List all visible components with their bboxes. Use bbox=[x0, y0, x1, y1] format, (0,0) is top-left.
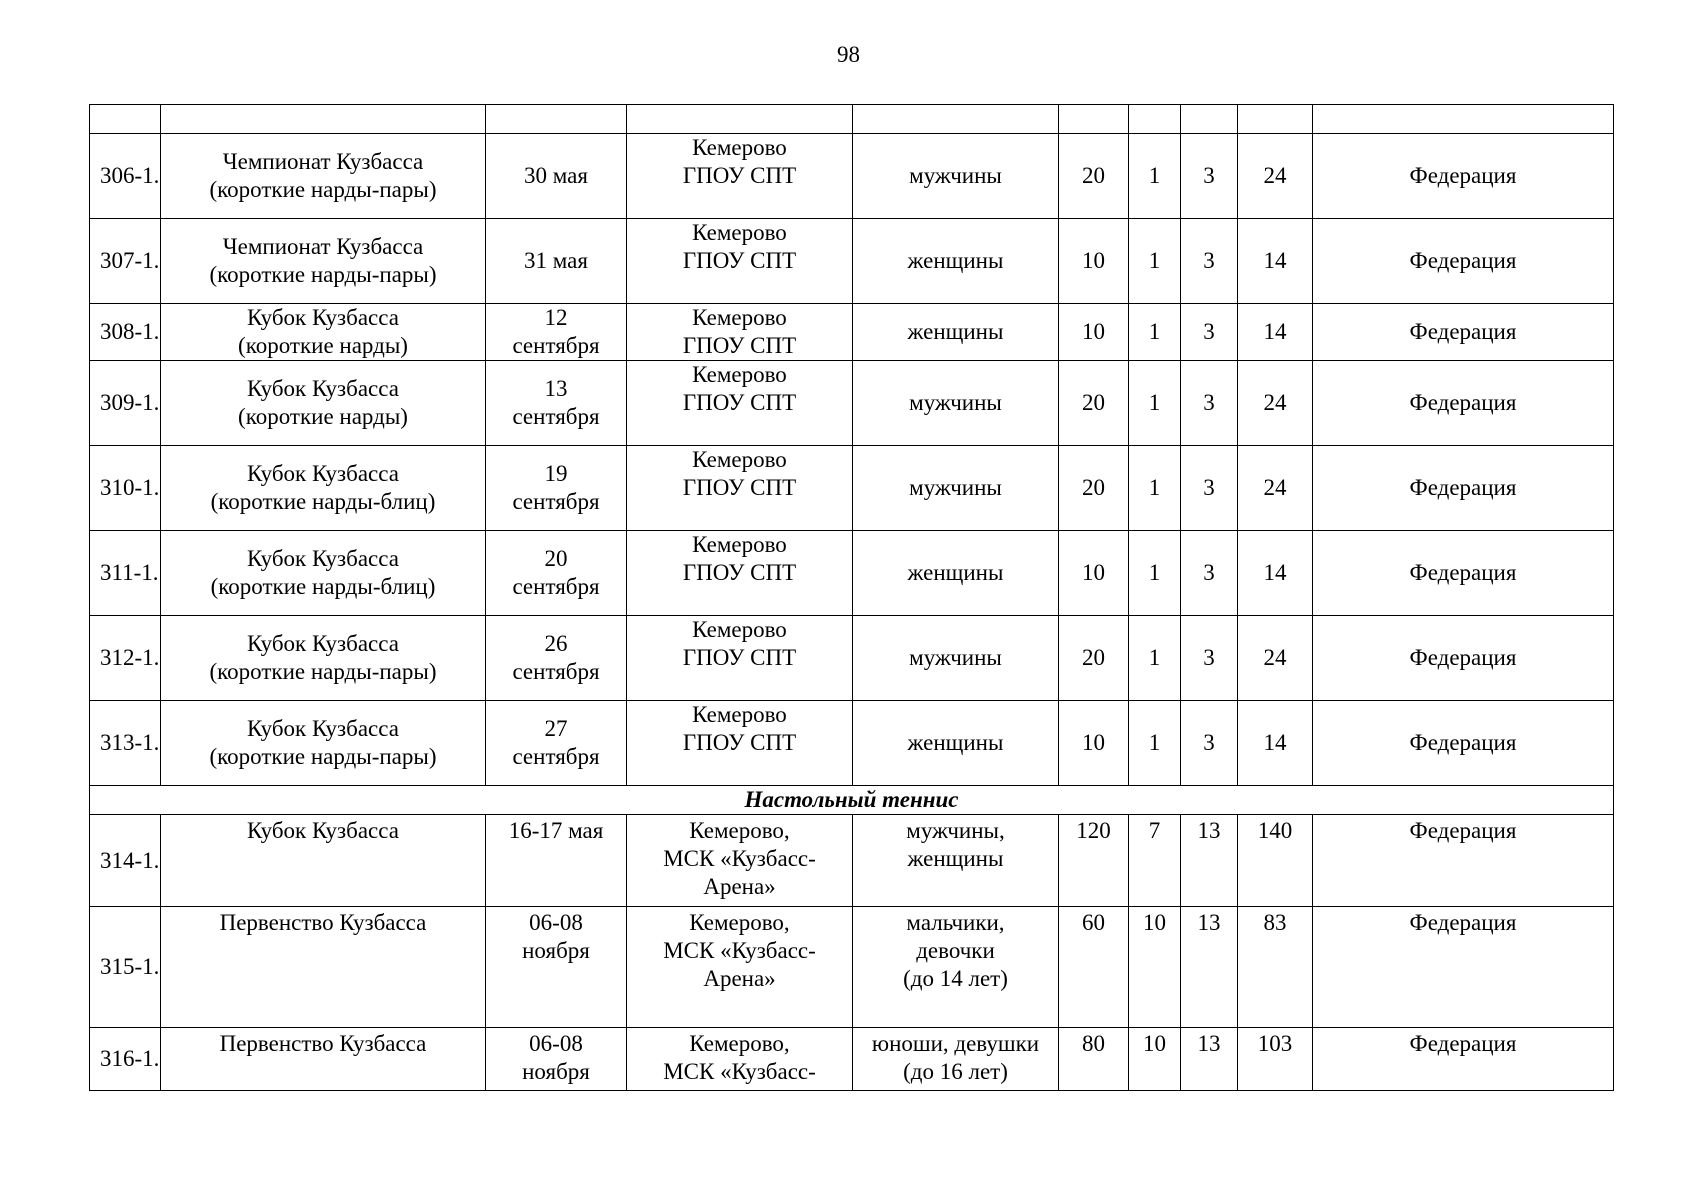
event-date-line: сентября bbox=[512, 574, 600, 599]
event-venue-line: ГПОУ СПТ bbox=[682, 560, 797, 585]
event-venue-line: Кемерово, bbox=[689, 910, 790, 935]
event-name bbox=[161, 907, 486, 1028]
event-venue-line: ГПОУ СПТ bbox=[682, 730, 797, 755]
participants-line: мальчики, bbox=[906, 910, 1005, 935]
table-row bbox=[90, 701, 1614, 786]
organizer: Федерация bbox=[1313, 361, 1614, 446]
organizer: Федерация bbox=[1313, 616, 1614, 701]
event-venue-line: ГПОУ СПТ bbox=[682, 390, 797, 415]
event-venue-line: Арена» bbox=[703, 966, 776, 991]
table-row bbox=[90, 134, 1614, 219]
participants-line: мужчины bbox=[909, 163, 1002, 188]
event-date bbox=[486, 361, 627, 446]
event-date-line: ноября bbox=[522, 1059, 590, 1084]
event-date bbox=[486, 907, 627, 1028]
event-venue bbox=[627, 446, 853, 531]
count-total: 24 bbox=[1238, 446, 1313, 531]
count-1: 20 bbox=[1059, 134, 1129, 219]
count-3: 3 bbox=[1181, 361, 1238, 446]
header-cell bbox=[1059, 105, 1129, 134]
event-date bbox=[486, 1028, 627, 1091]
participants bbox=[853, 361, 1059, 446]
participants-line: юноши, девушки bbox=[871, 1031, 1040, 1056]
participants-line: женщины bbox=[907, 560, 1004, 585]
participants bbox=[853, 815, 1059, 907]
participants-line: (до 16 лет) bbox=[903, 1059, 1008, 1084]
header-cell bbox=[90, 105, 161, 134]
row-number: 311-1. bbox=[90, 531, 161, 616]
row-number: 312-1. bbox=[90, 616, 161, 701]
event-date bbox=[486, 446, 627, 531]
count-3: 3 bbox=[1181, 134, 1238, 219]
count-total: 24 bbox=[1238, 361, 1313, 446]
event-venue bbox=[627, 616, 853, 701]
organizer: Федерация bbox=[1313, 531, 1614, 616]
event-venue-line: Кемерово bbox=[692, 220, 787, 245]
count-1: 10 bbox=[1059, 304, 1129, 361]
event-venue bbox=[627, 531, 853, 616]
event-name-line: Первенство Кузбасса bbox=[219, 1031, 427, 1056]
row-number: 307-1. bbox=[90, 219, 161, 304]
organizer: Федерация bbox=[1313, 815, 1614, 907]
participants-line: мужчины bbox=[909, 390, 1002, 415]
event-venue-line: Кемерово, bbox=[689, 1031, 790, 1056]
event-venue-line: ГПОУ СПТ bbox=[682, 333, 797, 358]
table-row bbox=[90, 1028, 1614, 1091]
event-name-line: (короткие нарды-блиц) bbox=[210, 574, 436, 599]
event-date bbox=[486, 219, 627, 304]
count-1: 10 bbox=[1059, 701, 1129, 786]
event-date-line: сентября bbox=[512, 404, 600, 429]
event-venue bbox=[627, 134, 853, 219]
event-venue-line: МСК «Кузбасс- bbox=[663, 938, 816, 963]
event-venue-line: Кемерово bbox=[692, 532, 787, 557]
header-cell bbox=[853, 105, 1059, 134]
count-3: 3 bbox=[1181, 531, 1238, 616]
event-date-line: сентября bbox=[512, 489, 600, 514]
count-total: 14 bbox=[1238, 219, 1313, 304]
count-3: 3 bbox=[1181, 616, 1238, 701]
count-1: 20 bbox=[1059, 446, 1129, 531]
participants-line: женщины bbox=[907, 248, 1004, 273]
participants bbox=[853, 1028, 1059, 1091]
event-name bbox=[161, 446, 486, 531]
event-date-line: сентября bbox=[512, 333, 600, 358]
count-total: 83 bbox=[1238, 907, 1313, 1028]
event-name bbox=[161, 531, 486, 616]
table-row bbox=[90, 531, 1614, 616]
event-name-line: Кубок Кузбасса bbox=[247, 461, 399, 486]
count-total: 14 bbox=[1238, 531, 1313, 616]
count-1: 20 bbox=[1059, 616, 1129, 701]
organizer: Федерация bbox=[1313, 701, 1614, 786]
count-1: 120 bbox=[1059, 815, 1129, 907]
event-venue bbox=[627, 907, 853, 1028]
event-venue-line: ГПОУ СПТ bbox=[682, 163, 797, 188]
event-name-line: Кубок Кузбасса bbox=[247, 818, 399, 843]
event-name bbox=[161, 134, 486, 219]
event-venue-line: Кемерово, bbox=[689, 818, 790, 843]
event-name-line: (короткие нарды-пары) bbox=[209, 744, 437, 769]
events-table bbox=[89, 104, 1614, 1091]
table-row bbox=[90, 616, 1614, 701]
event-date-line: 31 мая bbox=[524, 248, 588, 273]
count-2: 7 bbox=[1129, 815, 1181, 907]
count-1: 10 bbox=[1059, 531, 1129, 616]
event-venue-line: МСК «Кузбасс- bbox=[663, 1059, 816, 1084]
event-venue bbox=[627, 701, 853, 786]
event-name bbox=[161, 1028, 486, 1091]
participants-line: мужчины bbox=[909, 475, 1002, 500]
event-date bbox=[486, 701, 627, 786]
count-1: 20 bbox=[1059, 361, 1129, 446]
count-2: 1 bbox=[1129, 361, 1181, 446]
event-name bbox=[161, 815, 486, 907]
event-date-line: сентября bbox=[512, 744, 600, 769]
row-number: 306-1. bbox=[90, 134, 161, 219]
event-name-line: (короткие нарды) bbox=[238, 333, 408, 358]
count-total: 14 bbox=[1238, 304, 1313, 361]
row-number: 313-1. bbox=[90, 701, 161, 786]
event-name-line: (короткие нарды-пары) bbox=[209, 659, 437, 684]
event-date bbox=[486, 616, 627, 701]
event-date-line: 06-08 bbox=[529, 1031, 583, 1056]
table-row bbox=[90, 907, 1614, 1028]
table-body bbox=[90, 105, 1614, 1091]
table-row bbox=[90, 815, 1614, 907]
event-name bbox=[161, 616, 486, 701]
count-3: 13 bbox=[1181, 1028, 1238, 1091]
count-total: 24 bbox=[1238, 616, 1313, 701]
event-date bbox=[486, 815, 627, 907]
header-cell bbox=[1238, 105, 1313, 134]
event-name bbox=[161, 304, 486, 361]
event-venue bbox=[627, 815, 853, 907]
event-name-line: Кубок Кузбасса bbox=[247, 546, 399, 571]
table-row bbox=[90, 446, 1614, 531]
event-venue-line: Кемерово bbox=[692, 702, 787, 727]
event-date-line: 19 bbox=[544, 461, 568, 486]
event-date-line: 30 мая bbox=[524, 163, 588, 188]
event-venue-line: Кемерово bbox=[692, 617, 787, 642]
count-2: 1 bbox=[1129, 134, 1181, 219]
participants bbox=[853, 907, 1059, 1028]
event-name-line: Кубок Кузбасса bbox=[247, 305, 399, 330]
organizer: Федерация bbox=[1313, 1028, 1614, 1091]
event-name-line: (короткие нарды-пары) bbox=[209, 262, 437, 287]
event-name bbox=[161, 361, 486, 446]
header-row bbox=[90, 105, 1614, 134]
event-date-line: 13 bbox=[544, 376, 568, 401]
event-date-line: 12 bbox=[544, 305, 568, 330]
event-venue bbox=[627, 361, 853, 446]
participants-line: женщины bbox=[907, 846, 1004, 871]
event-venue-line: ГПОУ СПТ bbox=[682, 645, 797, 670]
count-total: 14 bbox=[1238, 701, 1313, 786]
row-number: 308-1. bbox=[90, 304, 161, 361]
event-date-line: ноября bbox=[522, 938, 590, 963]
row-number: 316-1. bbox=[90, 1028, 161, 1091]
count-2: 1 bbox=[1129, 616, 1181, 701]
event-name-line: (короткие нарды-блиц) bbox=[210, 489, 436, 514]
event-venue-line: Кемерово bbox=[692, 135, 787, 160]
organizer: Федерация bbox=[1313, 446, 1614, 531]
participants-line: женщины bbox=[907, 730, 1004, 755]
header-cell bbox=[1313, 105, 1614, 134]
row-number: 309-1. bbox=[90, 361, 161, 446]
section-row bbox=[90, 786, 1614, 815]
event-venue-line: ГПОУ СПТ bbox=[682, 475, 797, 500]
count-2: 10 bbox=[1129, 1028, 1181, 1091]
participants-line: девочки bbox=[916, 938, 995, 963]
participants bbox=[853, 304, 1059, 361]
count-1: 10 bbox=[1059, 219, 1129, 304]
event-name-line: (короткие нарды-пары) bbox=[209, 177, 437, 202]
event-name bbox=[161, 219, 486, 304]
event-date bbox=[486, 531, 627, 616]
header-cell bbox=[1181, 105, 1238, 134]
row-number: 315-1. bbox=[90, 907, 161, 1028]
count-3: 3 bbox=[1181, 219, 1238, 304]
count-3: 3 bbox=[1181, 701, 1238, 786]
event-venue-line: ГПОУ СПТ bbox=[682, 248, 797, 273]
organizer: Федерация bbox=[1313, 304, 1614, 361]
event-name-line: Первенство Кузбасса bbox=[219, 910, 427, 935]
count-1: 60 bbox=[1059, 907, 1129, 1028]
event-venue bbox=[627, 1028, 853, 1091]
count-2: 1 bbox=[1129, 701, 1181, 786]
header-cell bbox=[1129, 105, 1181, 134]
event-name bbox=[161, 701, 486, 786]
organizer: Федерация bbox=[1313, 907, 1614, 1028]
organizer: Федерация bbox=[1313, 134, 1614, 219]
participants-line: женщины bbox=[907, 319, 1004, 344]
page-number: 98 bbox=[837, 42, 860, 67]
count-2: 10 bbox=[1129, 907, 1181, 1028]
participants bbox=[853, 531, 1059, 616]
count-3: 13 bbox=[1181, 815, 1238, 907]
header-cell bbox=[161, 105, 486, 134]
participants bbox=[853, 134, 1059, 219]
participants bbox=[853, 219, 1059, 304]
row-number: 310-1. bbox=[90, 446, 161, 531]
count-total: 24 bbox=[1238, 134, 1313, 219]
event-name-line: Чемпионат Кузбасса bbox=[222, 234, 424, 259]
participants bbox=[853, 616, 1059, 701]
count-total: 140 bbox=[1238, 815, 1313, 907]
count-total: 103 bbox=[1238, 1028, 1313, 1091]
count-2: 1 bbox=[1129, 531, 1181, 616]
table-row bbox=[90, 304, 1614, 361]
event-venue bbox=[627, 304, 853, 361]
event-date-line: 16-17 мая bbox=[508, 818, 604, 843]
header-cell bbox=[627, 105, 853, 134]
event-date-line: сентября bbox=[512, 659, 600, 684]
participants-line: мужчины, bbox=[906, 818, 1005, 843]
event-name-line: Кубок Кузбасса bbox=[247, 631, 399, 656]
participants bbox=[853, 446, 1059, 531]
event-name-line: (короткие нарды) bbox=[238, 404, 408, 429]
event-venue bbox=[627, 219, 853, 304]
participants-line: (до 14 лет) bbox=[903, 966, 1008, 991]
count-2: 1 bbox=[1129, 219, 1181, 304]
count-3: 13 bbox=[1181, 907, 1238, 1028]
event-name-line: Кубок Кузбасса bbox=[247, 716, 399, 741]
section-title: Настольный теннис bbox=[90, 786, 1614, 815]
row-number: 314-1. bbox=[90, 815, 161, 907]
event-date-line: 27 bbox=[544, 716, 568, 741]
event-date-line: 26 bbox=[544, 631, 568, 656]
count-2: 1 bbox=[1129, 446, 1181, 531]
table-row bbox=[90, 361, 1614, 446]
event-venue-line: Кемерово bbox=[692, 447, 787, 472]
table-row bbox=[90, 219, 1614, 304]
count-3: 3 bbox=[1181, 304, 1238, 361]
event-date bbox=[486, 304, 627, 361]
event-venue-line: Кемерово bbox=[692, 362, 787, 387]
participants-line: мужчины bbox=[909, 645, 1002, 670]
event-venue-line: МСК «Кузбасс- bbox=[663, 846, 816, 871]
event-date-line: 06-08 bbox=[529, 910, 583, 935]
event-name-line: Кубок Кузбасса bbox=[247, 376, 399, 401]
organizer: Федерация bbox=[1313, 219, 1614, 304]
event-venue-line: Арена» bbox=[703, 874, 776, 899]
event-date bbox=[486, 134, 627, 219]
event-date-line: 20 bbox=[544, 546, 568, 571]
header-cell bbox=[486, 105, 627, 134]
event-venue-line: Кемерово bbox=[692, 305, 787, 330]
count-3: 3 bbox=[1181, 446, 1238, 531]
count-2: 1 bbox=[1129, 304, 1181, 361]
participants bbox=[853, 701, 1059, 786]
count-1: 80 bbox=[1059, 1028, 1129, 1091]
event-name-line: Чемпионат Кузбасса bbox=[222, 149, 424, 174]
